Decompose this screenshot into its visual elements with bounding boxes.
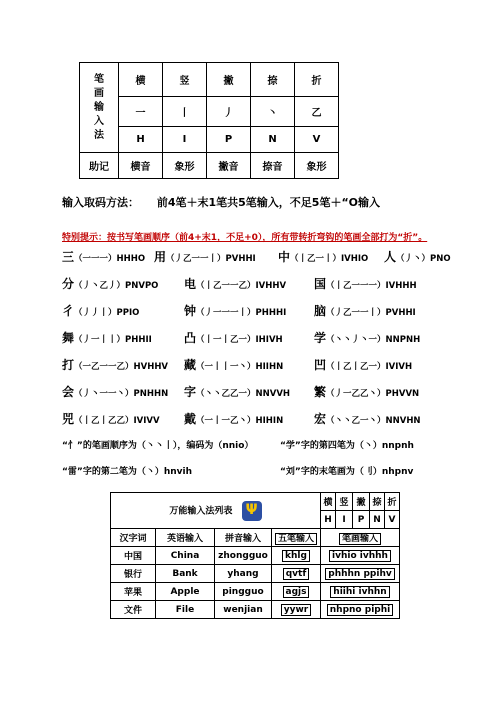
example-code: （丿一丨丨）PHHII [74,335,152,345]
stroke-mnemonic: 横音 [119,153,163,179]
cell-wubi [272,547,321,565]
stroke-code: H [119,127,163,153]
example-code: （丿一乙乙丶）PHVVN [326,389,420,399]
example-char: 繁 [314,385,327,399]
example-code: （丿丶）PNO [396,254,451,264]
stroke-symbol: 丶 [251,97,295,127]
col-header-label: 五笔输入 [275,533,317,545]
side-label-char: 笔 [94,73,104,85]
example-item [62,410,160,427]
example-code: （丿丿丨）PPIO [74,308,140,318]
col-header: 英语输入 [156,529,215,547]
universal-input-table [110,492,400,619]
stroke-code: N [251,127,295,153]
example-item [384,248,451,265]
cell-stroke [321,547,400,565]
stroke-code-value: hiihi ivhhn [330,586,389,598]
stroke-code: V [385,511,400,529]
example-code: （一丨一乙丶）HIHIN [196,416,284,426]
stroke-mnemonic: 象形 [163,153,207,179]
example-code: （丨乙一一乙）IVHHV [196,281,287,291]
stroke-code: V [295,127,339,153]
table-title-cell [111,493,321,529]
example-code: （丿一一一丨）PHHHI [196,308,287,318]
example-code: （丨乙丨乙一）IVIVH [326,362,413,372]
stroke-code-value: phhhn ppihv [325,568,394,580]
example-char: 学 [314,331,327,345]
example-code: （丿丶一一丶）PNHHN [74,389,169,399]
example-code: （一乙一一乙）HVHHV [74,362,169,372]
example-char: 字 [184,385,197,399]
stroke-symbol: 一 [119,97,163,127]
example-item [62,275,158,292]
table-row [111,547,400,565]
stroke-code: H [321,511,336,529]
cell-pinyin: yhang [215,565,272,583]
example-char: 脑 [314,304,327,318]
example-item [184,275,286,292]
stroke-name: 撇 [207,63,251,97]
cell-stroke [321,565,400,583]
quiz-q2: “学”字的第四笔为（丶）nnpnh [280,441,414,451]
example-item [314,383,419,400]
example-code: （丿乙一一丨）PVHHI [326,308,416,318]
col-header-label: 笔画输入 [339,533,381,545]
stroke-code: I [336,511,353,529]
stroke-name: 折 [295,63,339,97]
stroke-code-value: nhpno piphi [327,604,393,616]
cell-word: 银行 [111,565,156,583]
example-char: 中 [278,250,291,264]
example-item [184,410,283,427]
example-item [62,248,145,265]
example-item [314,302,416,319]
example-item [278,248,368,265]
cell-pinyin: wenjian [215,601,272,619]
example-char: 三 [62,250,75,264]
example-char: 凹 [314,358,327,372]
side-label-char: 入 [94,115,104,127]
col-header: 拼音输入 [215,529,272,547]
stroke-symbol: 丿 [207,97,251,127]
side-label-char: 画 [94,87,104,99]
table-row [111,565,400,583]
example-code: （丿丶乙丿）PNVPO [74,281,159,291]
cell-word: 中国 [111,547,156,565]
example-code: （丨乙一丨）IVHIO [290,254,369,264]
stroke-code: P [207,127,251,153]
example-char: 藏 [184,358,197,372]
stroke-code: N [370,511,385,529]
stroke-code-value: ivhio ivhhh [329,550,391,562]
example-code: （一一一）HHHO [74,254,146,264]
quiz-q1: “忄”的笔画顺序为（丶丶丨），编码为（nnio） [62,441,254,451]
col-header: 汉字词 [111,529,156,547]
stroke-method-label [80,63,119,153]
cell-english: File [156,601,215,619]
cell-english: Apple [156,583,215,601]
col-header [321,529,400,547]
example-item [154,248,256,265]
example-char: 分 [62,277,75,291]
cell-wubi [272,565,321,583]
quiz-q3: “雷”字的第二笔为（丶）hnvih [62,467,193,477]
wubi-code: khlg [282,550,310,562]
side-label-char: 法 [94,129,104,141]
stroke-code: I [163,127,207,153]
example-char: 会 [62,385,75,399]
stroke-name: 折 [385,493,400,511]
example-char: 戴 [184,412,197,426]
stroke-mnemonic: 捺音 [251,153,295,179]
stroke-mnemonic: 撇音 [207,153,251,179]
example-char: 钟 [184,304,197,318]
cell-pinyin: pingguo [215,583,272,601]
side-label-char: 输 [94,101,104,113]
cell-english: China [156,547,215,565]
example-item [314,356,412,373]
example-code: （丨乙一一一）IVHHH [326,281,417,291]
example-char: 凸 [184,331,197,345]
cell-english: Bank [156,565,215,583]
example-item [184,356,283,373]
example-char: 用 [154,250,167,264]
example-item [314,275,417,292]
wubi-code: agjs [283,586,310,598]
method-rule: 前4笔＋末1笔共5笔输入，不足5笔＋“O输入 [156,196,381,209]
example-char: 兕 [62,412,75,426]
stroke-input-table [79,62,339,179]
example-code: （丿乙一一丨）PVHHI [166,254,256,264]
mnemonic-label: 助记 [80,153,119,179]
example-code: （一丨丨一丶）HIIHN [196,362,284,372]
table-title: 万能输入法列表 [169,506,233,516]
cell-wubi [272,583,321,601]
example-item [62,356,168,373]
example-item [184,383,290,400]
cell-pinyin: zhongguo [215,547,272,565]
wubi-code: qvtf [283,568,310,580]
stroke-code: P [353,511,370,529]
wubi-code: yywr [281,604,312,616]
input-method-line [62,194,380,210]
col-header [272,529,321,547]
example-char: 打 [62,358,75,372]
example-char: 舞 [62,331,75,345]
example-item [62,329,152,346]
quiz-q4: “刘”字的末笔画为（刂）nhpnv [280,467,414,477]
example-code: （丶丶乙乙一）NNVVH [196,389,291,399]
example-code: （丶丶乙一丶）NNVHN [326,416,421,426]
stroke-mnemonic: 象形 [295,153,339,179]
stroke-name: 捺 [370,493,385,511]
cell-stroke [321,583,400,601]
example-code: （丨乙丨乙乙）IVIVV [74,416,160,426]
example-char: 电 [184,277,197,291]
example-char: 宏 [314,412,327,426]
stroke-name: 竖 [336,493,353,511]
example-code: （丨一丨乙一）IHIVH [196,335,283,345]
table-row [111,583,400,601]
example-item [184,329,283,346]
example-code: （丶丶丿丶一）NNPNH [326,335,421,345]
example-item [184,302,286,319]
cell-stroke [321,601,400,619]
cell-word: 文件 [111,601,156,619]
example-char: 人 [384,250,397,264]
stroke-name: 竖 [163,63,207,97]
method-label: 输入取码方法： [62,196,139,209]
stroke-symbol: 乙 [295,97,339,127]
example-item [62,302,139,319]
stroke-name: 横 [321,493,336,511]
example-item [314,329,420,346]
stroke-symbol: 丨 [163,97,207,127]
example-item [62,383,168,400]
table-row [111,601,400,619]
example-char: 彳 [62,304,75,318]
special-notice: 特别提示：按书写笔画顺序（前4+末1，不足+0），所有带转折弯钩的笔画全部打为“折”。 [62,233,428,243]
cell-wubi [272,601,321,619]
stroke-name: 撇 [353,493,370,511]
stroke-name: 横 [119,63,163,97]
trident-logo-icon: Ψ [242,501,262,521]
example-char: 国 [314,277,327,291]
stroke-name: 捺 [251,63,295,97]
cell-word: 苹果 [111,583,156,601]
example-item [314,410,421,427]
